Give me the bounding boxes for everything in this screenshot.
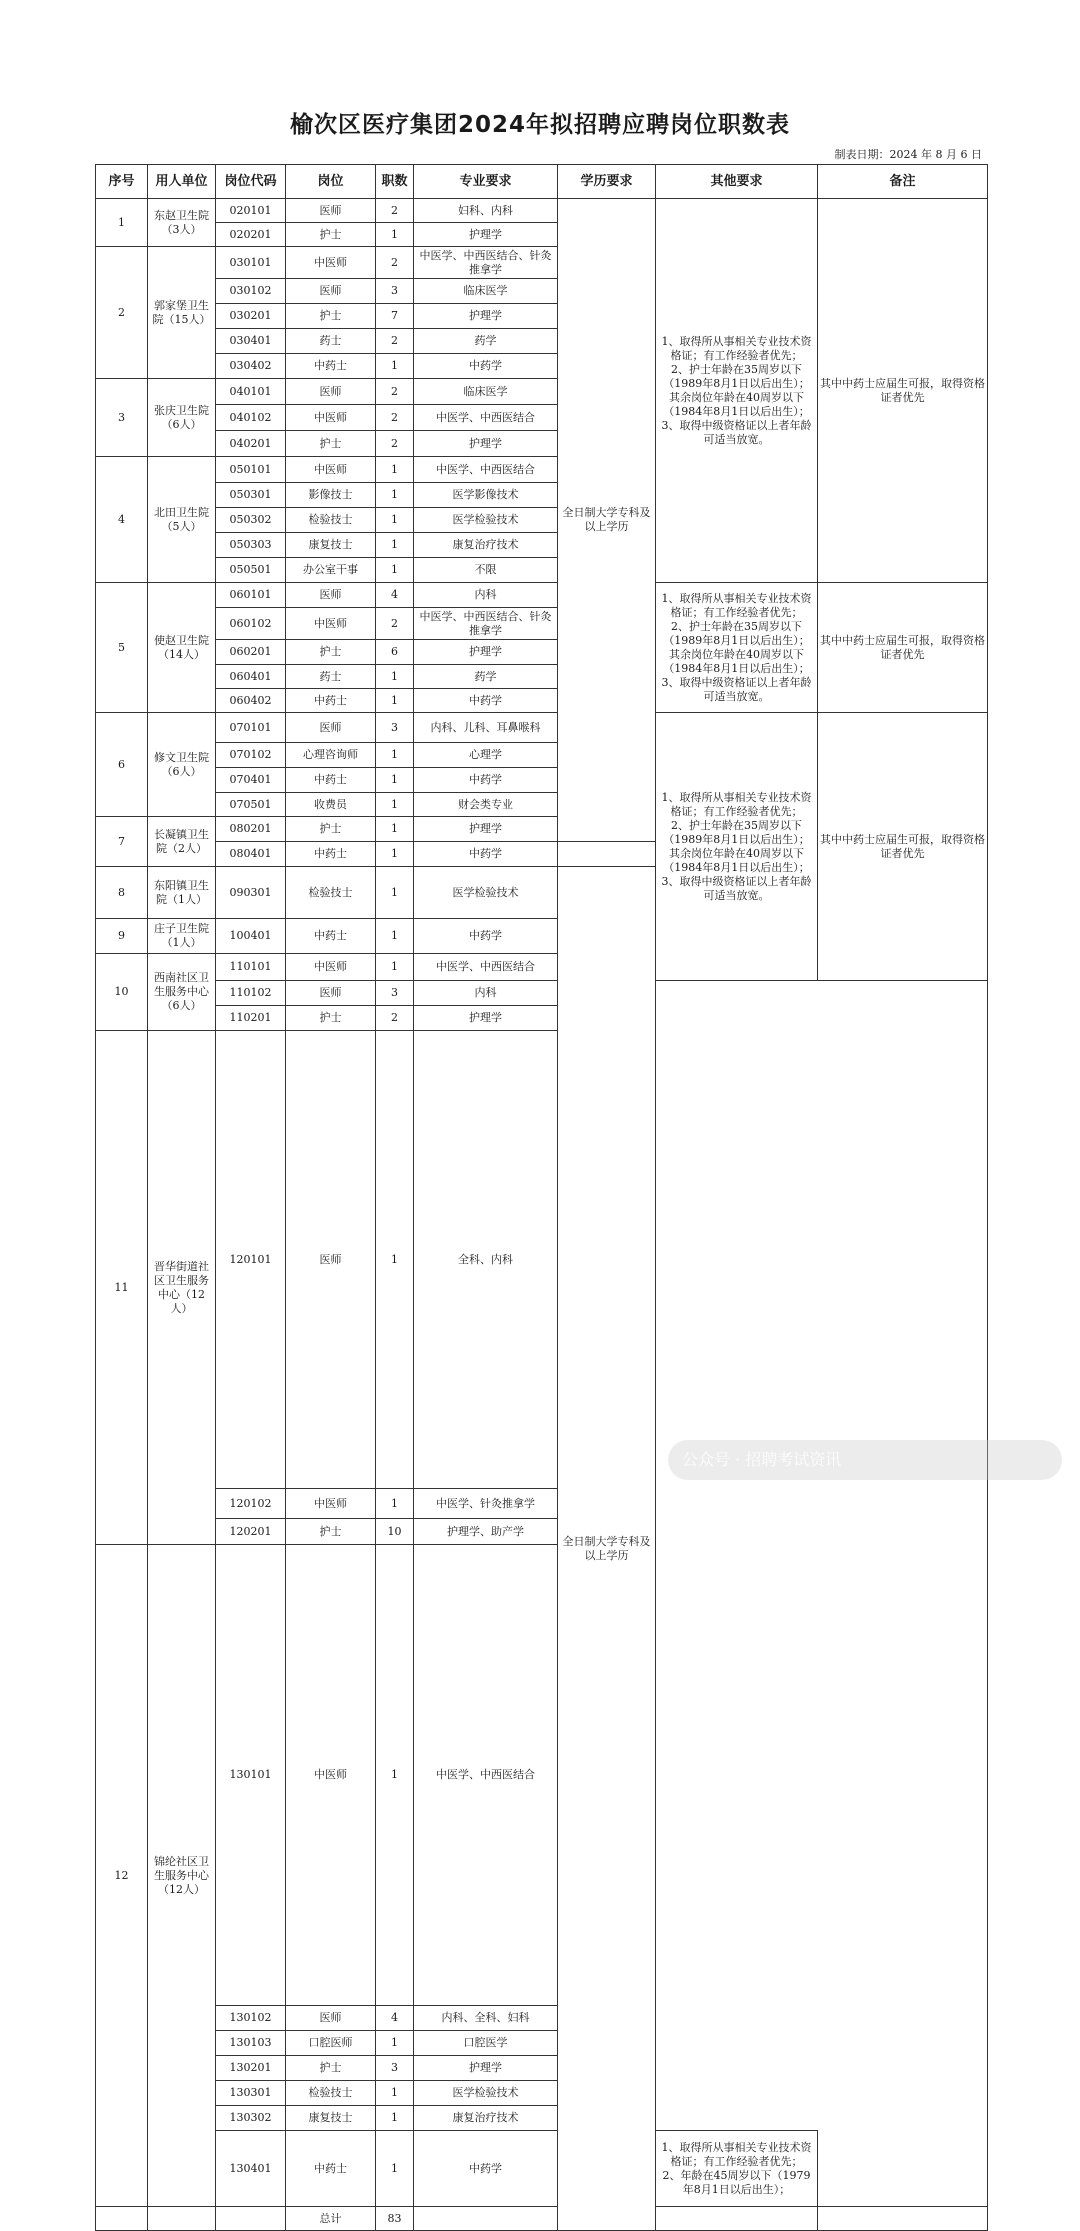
post-name: 收费员 — [286, 793, 376, 817]
post-code: 120201 — [216, 1519, 286, 1545]
post-count: 3 — [376, 279, 414, 304]
post-name: 药士 — [286, 665, 376, 689]
post-major: 心理学 — [414, 743, 558, 768]
post-code: 130201 — [216, 2056, 286, 2081]
post-code: 120102 — [216, 1489, 286, 1519]
post-major: 护理学 — [414, 2056, 558, 2081]
table-row — [96, 1489, 988, 1519]
post-major: 护理学 — [414, 640, 558, 665]
post-name: 医师 — [286, 2006, 376, 2031]
empty-cell — [216, 2207, 286, 2231]
post-count: 2 — [376, 431, 414, 457]
post-major: 临床医学 — [414, 279, 558, 304]
post-major: 医学检验技术 — [414, 867, 558, 919]
post-name: 检验技士 — [286, 508, 376, 533]
unit-no: 7 — [96, 817, 148, 867]
post-major: 口腔医学 — [414, 2031, 558, 2056]
post-count: 1 — [376, 457, 414, 483]
table-row — [96, 199, 988, 223]
post-code: 080201 — [216, 817, 286, 842]
total-count: 83 — [376, 2207, 414, 2231]
empty-cell — [656, 2207, 818, 2231]
post-count: 1 — [376, 2106, 414, 2131]
education-requirement: 全日制大学专科及以上学历 — [558, 867, 656, 2231]
post-code: 130102 — [216, 2006, 286, 2031]
post-count: 3 — [376, 2056, 414, 2081]
post-major: 护理学 — [414, 223, 558, 247]
header-row — [96, 165, 988, 199]
post-code: 130301 — [216, 2081, 286, 2106]
post-code: 090301 — [216, 867, 286, 919]
post-major: 内科、全科、妇科 — [414, 2006, 558, 2031]
post-count: 1 — [376, 793, 414, 817]
table-row — [96, 1519, 988, 1545]
post-code: 050303 — [216, 533, 286, 558]
post-count: 1 — [376, 817, 414, 842]
post-count: 2 — [376, 1006, 414, 1031]
post-name: 护士 — [286, 640, 376, 665]
post-major: 内科 — [414, 583, 558, 608]
post-code: 080401 — [216, 842, 286, 867]
unit-no: 1 — [96, 199, 148, 247]
header-cell: 学历要求 — [558, 165, 656, 199]
post-count: 4 — [376, 583, 414, 608]
post-code: 030102 — [216, 279, 286, 304]
post-count: 1 — [376, 768, 414, 793]
table-date: 制表日期：2024 年 8 月 6 日 — [834, 148, 982, 161]
post-code: 050302 — [216, 508, 286, 533]
post-major: 康复治疗技术 — [414, 2106, 558, 2131]
post-count: 1 — [376, 954, 414, 981]
post-count: 1 — [376, 2031, 414, 2056]
post-code: 060401 — [216, 665, 286, 689]
post-major: 中药学 — [414, 354, 558, 379]
total-label: 总计 — [286, 2207, 376, 2231]
other-requirements: 1、取得所从事相关专业技术资格证；有工作经验者优先； 2、年龄在45周岁以下（1979年8月1日以后出生）； — [656, 2131, 818, 2207]
post-name: 护士 — [286, 2056, 376, 2081]
unit-no: 6 — [96, 713, 148, 817]
post-major: 中医学、针灸推拿学 — [414, 1489, 558, 1519]
table-row — [96, 2031, 988, 2056]
unit-name: 长凝镇卫生院（2人） — [148, 817, 216, 867]
post-count: 1 — [376, 354, 414, 379]
post-count: 1 — [376, 533, 414, 558]
education-requirement: 全日制大学专科及以上学历 — [558, 199, 656, 842]
post-name: 护士 — [286, 223, 376, 247]
empty-cell — [148, 2207, 216, 2231]
header-cell: 序号 — [96, 165, 148, 199]
table-row — [96, 713, 988, 743]
post-major: 药学 — [414, 665, 558, 689]
unit-name: 郭家堡卫生院（15人） — [148, 247, 216, 379]
post-count: 1 — [376, 223, 414, 247]
header-cell: 职数 — [376, 165, 414, 199]
post-code: 060101 — [216, 583, 286, 608]
unit-name: 晋华街道社区卫生服务中心（12人） — [148, 1031, 216, 1545]
post-count: 1 — [376, 1545, 414, 2006]
post-name: 护士 — [286, 817, 376, 842]
post-code: 110201 — [216, 1006, 286, 1031]
post-code: 060102 — [216, 608, 286, 640]
post-code: 130302 — [216, 2106, 286, 2131]
unit-name: 修文卫生院（6人） — [148, 713, 216, 817]
unit-name: 庄子卫生院（1人） — [148, 919, 216, 954]
post-code: 070401 — [216, 768, 286, 793]
post-count: 1 — [376, 508, 414, 533]
other-requirements: 1、取得所从事相关专业技术资格证；有工作经验者优先； 2、护士年龄在35周岁以下（1989年8月1日以后出生）；其余岗位年龄在40周岁以下（1984年8月1日以后出生）； 3、取得中级资格证以上者年龄可适当放宽。 — [656, 713, 818, 981]
post-major: 内科、儿科、耳鼻喉科 — [414, 713, 558, 743]
post-count: 1 — [376, 689, 414, 713]
post-count: 1 — [376, 2081, 414, 2106]
table-row — [96, 2131, 988, 2207]
unit-no: 3 — [96, 379, 148, 457]
unit-no: 9 — [96, 919, 148, 954]
post-name: 中医师 — [286, 247, 376, 279]
post-name: 护士 — [286, 1006, 376, 1031]
post-major: 全科、内科 — [414, 1031, 558, 1489]
post-major: 护理学 — [414, 431, 558, 457]
post-count: 1 — [376, 919, 414, 954]
post-name: 检验技士 — [286, 867, 376, 919]
header-cell: 用人单位 — [148, 165, 216, 199]
post-code: 040102 — [216, 405, 286, 431]
other-requirements: 1、取得所从事相关专业技术资格证；有工作经验者优先； 2、护士年龄在35周岁以下（1989年8月1日以后出生）；其余岗位年龄在40周岁以下（1984年8月1日以后出生）； 3、取得中级资格证以上者年龄可适当放宽。 — [656, 199, 818, 583]
post-name: 医师 — [286, 1031, 376, 1489]
post-code: 130103 — [216, 2031, 286, 2056]
post-name: 医师 — [286, 379, 376, 405]
post-code: 060201 — [216, 640, 286, 665]
post-code: 070102 — [216, 743, 286, 768]
post-count: 2 — [376, 379, 414, 405]
post-count: 1 — [376, 2131, 414, 2207]
post-major: 药学 — [414, 329, 558, 354]
post-major: 中药学 — [414, 768, 558, 793]
post-name: 心理咨询师 — [286, 743, 376, 768]
post-major: 中药学 — [414, 689, 558, 713]
watermark: 公众号 · 招聘考试资讯 — [668, 1440, 1062, 1480]
header-cell: 其他要求 — [656, 165, 818, 199]
post-count: 1 — [376, 743, 414, 768]
empty-cell — [818, 2207, 988, 2231]
unit-no: 12 — [96, 1545, 148, 2207]
post-count: 1 — [376, 867, 414, 919]
table-row — [96, 2081, 988, 2106]
post-count: 1 — [376, 842, 414, 867]
post-major: 不限 — [414, 558, 558, 583]
post-major: 护理学 — [414, 304, 558, 329]
post-code: 030402 — [216, 354, 286, 379]
post-name: 护士 — [286, 431, 376, 457]
post-code: 050501 — [216, 558, 286, 583]
post-major: 医学影像技术 — [414, 483, 558, 508]
unit-no: 8 — [96, 867, 148, 919]
table-row — [96, 2006, 988, 2031]
post-name: 中药士 — [286, 2131, 376, 2207]
post-count: 4 — [376, 2006, 414, 2031]
post-major: 妇科、内科 — [414, 199, 558, 223]
remarks: 其中中药士应届生可报，取得资格证者优先 — [818, 583, 988, 713]
post-major: 中医学、中西医结合、针灸推拿学 — [414, 247, 558, 279]
post-name: 护士 — [286, 304, 376, 329]
post-code: 050101 — [216, 457, 286, 483]
post-name: 药士 — [286, 329, 376, 354]
post-major: 中医学、中西医结合 — [414, 954, 558, 981]
post-code: 070101 — [216, 713, 286, 743]
unit-name: 西南社区卫生服务中心（6人） — [148, 954, 216, 1031]
post-count: 1 — [376, 665, 414, 689]
post-count: 2 — [376, 247, 414, 279]
post-name: 中药士 — [286, 919, 376, 954]
post-major: 中医学、中西医结合 — [414, 405, 558, 431]
post-code: 120101 — [216, 1031, 286, 1489]
post-name: 医师 — [286, 981, 376, 1006]
post-name: 康复技士 — [286, 2106, 376, 2131]
post-count: 10 — [376, 1519, 414, 1545]
post-name: 中医师 — [286, 1545, 376, 2006]
post-major: 临床医学 — [414, 379, 558, 405]
post-name: 中药士 — [286, 842, 376, 867]
post-code: 030101 — [216, 247, 286, 279]
post-name: 中药士 — [286, 768, 376, 793]
post-major: 内科 — [414, 981, 558, 1006]
post-major: 医学检验技术 — [414, 2081, 558, 2106]
remarks: 其中中药士应届生可报，取得资格证者优先 — [818, 713, 988, 981]
post-count: 2 — [376, 405, 414, 431]
post-major: 康复治疗技术 — [414, 533, 558, 558]
post-name: 检验技士 — [286, 2081, 376, 2106]
post-name: 护士 — [286, 1519, 376, 1545]
post-name: 办公室干事 — [286, 558, 376, 583]
unit-no: 11 — [96, 1031, 148, 1545]
post-code: 020201 — [216, 223, 286, 247]
post-count: 3 — [376, 981, 414, 1006]
total-row — [96, 2207, 988, 2231]
remarks: 其中中药士应届生可报，取得资格证者优先 — [818, 199, 988, 583]
unit-name: 使赵卫生院（14人） — [148, 583, 216, 713]
post-code: 110101 — [216, 954, 286, 981]
post-code: 040101 — [216, 379, 286, 405]
post-major: 护理学 — [414, 1006, 558, 1031]
post-code: 030401 — [216, 329, 286, 354]
post-code: 040201 — [216, 431, 286, 457]
unit-name: 北田卫生院（5人） — [148, 457, 216, 583]
header-cell: 备注 — [818, 165, 988, 199]
empty-cell — [96, 2207, 148, 2231]
post-major: 护理学 — [414, 817, 558, 842]
unit-name: 东阳镇卫生院（1人） — [148, 867, 216, 919]
post-name: 医师 — [286, 583, 376, 608]
post-code: 130401 — [216, 2131, 286, 2207]
table-row — [96, 2056, 988, 2081]
post-name: 中药士 — [286, 354, 376, 379]
other-requirements: 1、取得所从事相关专业技术资格证；有工作经验者优先； 2、护士年龄在35周岁以下（1989年8月1日以后出生）；其余岗位年龄在40周岁以下（1984年8月1日以后出生）； 3、取得中级资格证以上者年龄可适当放宽。 — [656, 583, 818, 713]
post-major: 中药学 — [414, 842, 558, 867]
post-count: 1 — [376, 558, 414, 583]
post-major: 医学检验技术 — [414, 508, 558, 533]
post-name: 中医师 — [286, 954, 376, 981]
post-count: 7 — [376, 304, 414, 329]
table-row — [96, 981, 988, 1006]
post-name: 中医师 — [286, 405, 376, 431]
recruitment-table — [95, 164, 988, 2231]
post-count: 2 — [376, 329, 414, 354]
table-row — [96, 2106, 988, 2131]
post-major: 中药学 — [414, 2131, 558, 2207]
post-count: 3 — [376, 713, 414, 743]
post-code: 030201 — [216, 304, 286, 329]
post-code: 050301 — [216, 483, 286, 508]
post-code: 130101 — [216, 1545, 286, 2006]
unit-name: 东赵卫生院（3人） — [148, 199, 216, 247]
unit-no: 2 — [96, 247, 148, 379]
table-row — [96, 1006, 988, 1031]
post-major: 中药学 — [414, 919, 558, 954]
post-code: 060402 — [216, 689, 286, 713]
unit-no: 10 — [96, 954, 148, 1031]
empty-cell — [414, 2207, 558, 2231]
post-name: 医师 — [286, 279, 376, 304]
post-name: 影像技士 — [286, 483, 376, 508]
unit-no: 4 — [96, 457, 148, 583]
post-count: 6 — [376, 640, 414, 665]
post-code: 100401 — [216, 919, 286, 954]
post-count: 2 — [376, 608, 414, 640]
post-count: 1 — [376, 1489, 414, 1519]
header-cell: 专业要求 — [414, 165, 558, 199]
post-code: 110102 — [216, 981, 286, 1006]
post-major: 中医学、中西医结合、针灸推拿学 — [414, 608, 558, 640]
post-name: 口腔医师 — [286, 2031, 376, 2056]
post-count: 1 — [376, 1031, 414, 1489]
post-count: 2 — [376, 199, 414, 223]
post-name: 中医师 — [286, 1489, 376, 1519]
post-major: 护理学、助产学 — [414, 1519, 558, 1545]
unit-name: 锦纶社区卫生服务中心（12人） — [148, 1545, 216, 2207]
post-count: 1 — [376, 483, 414, 508]
header-cell: 岗位 — [286, 165, 376, 199]
post-name: 中医师 — [286, 457, 376, 483]
unit-name: 张庆卫生院（6人） — [148, 379, 216, 457]
post-major: 财会类专业 — [414, 793, 558, 817]
post-name: 中医师 — [286, 608, 376, 640]
table-row — [96, 1031, 988, 1489]
post-code: 020101 — [216, 199, 286, 223]
post-code: 070501 — [216, 793, 286, 817]
post-name: 中药士 — [286, 689, 376, 713]
header-cell: 岗位代码 — [216, 165, 286, 199]
post-name: 医师 — [286, 713, 376, 743]
post-name: 医师 — [286, 199, 376, 223]
page-title: 榆次区医疗集团2024年拟招聘应聘岗位职数表 — [289, 112, 790, 138]
unit-no: 5 — [96, 583, 148, 713]
table-row — [96, 1545, 988, 2006]
post-name: 康复技士 — [286, 533, 376, 558]
table-row — [96, 583, 988, 608]
post-major: 中医学、中西医结合 — [414, 1545, 558, 2006]
post-major: 中医学、中西医结合 — [414, 457, 558, 483]
